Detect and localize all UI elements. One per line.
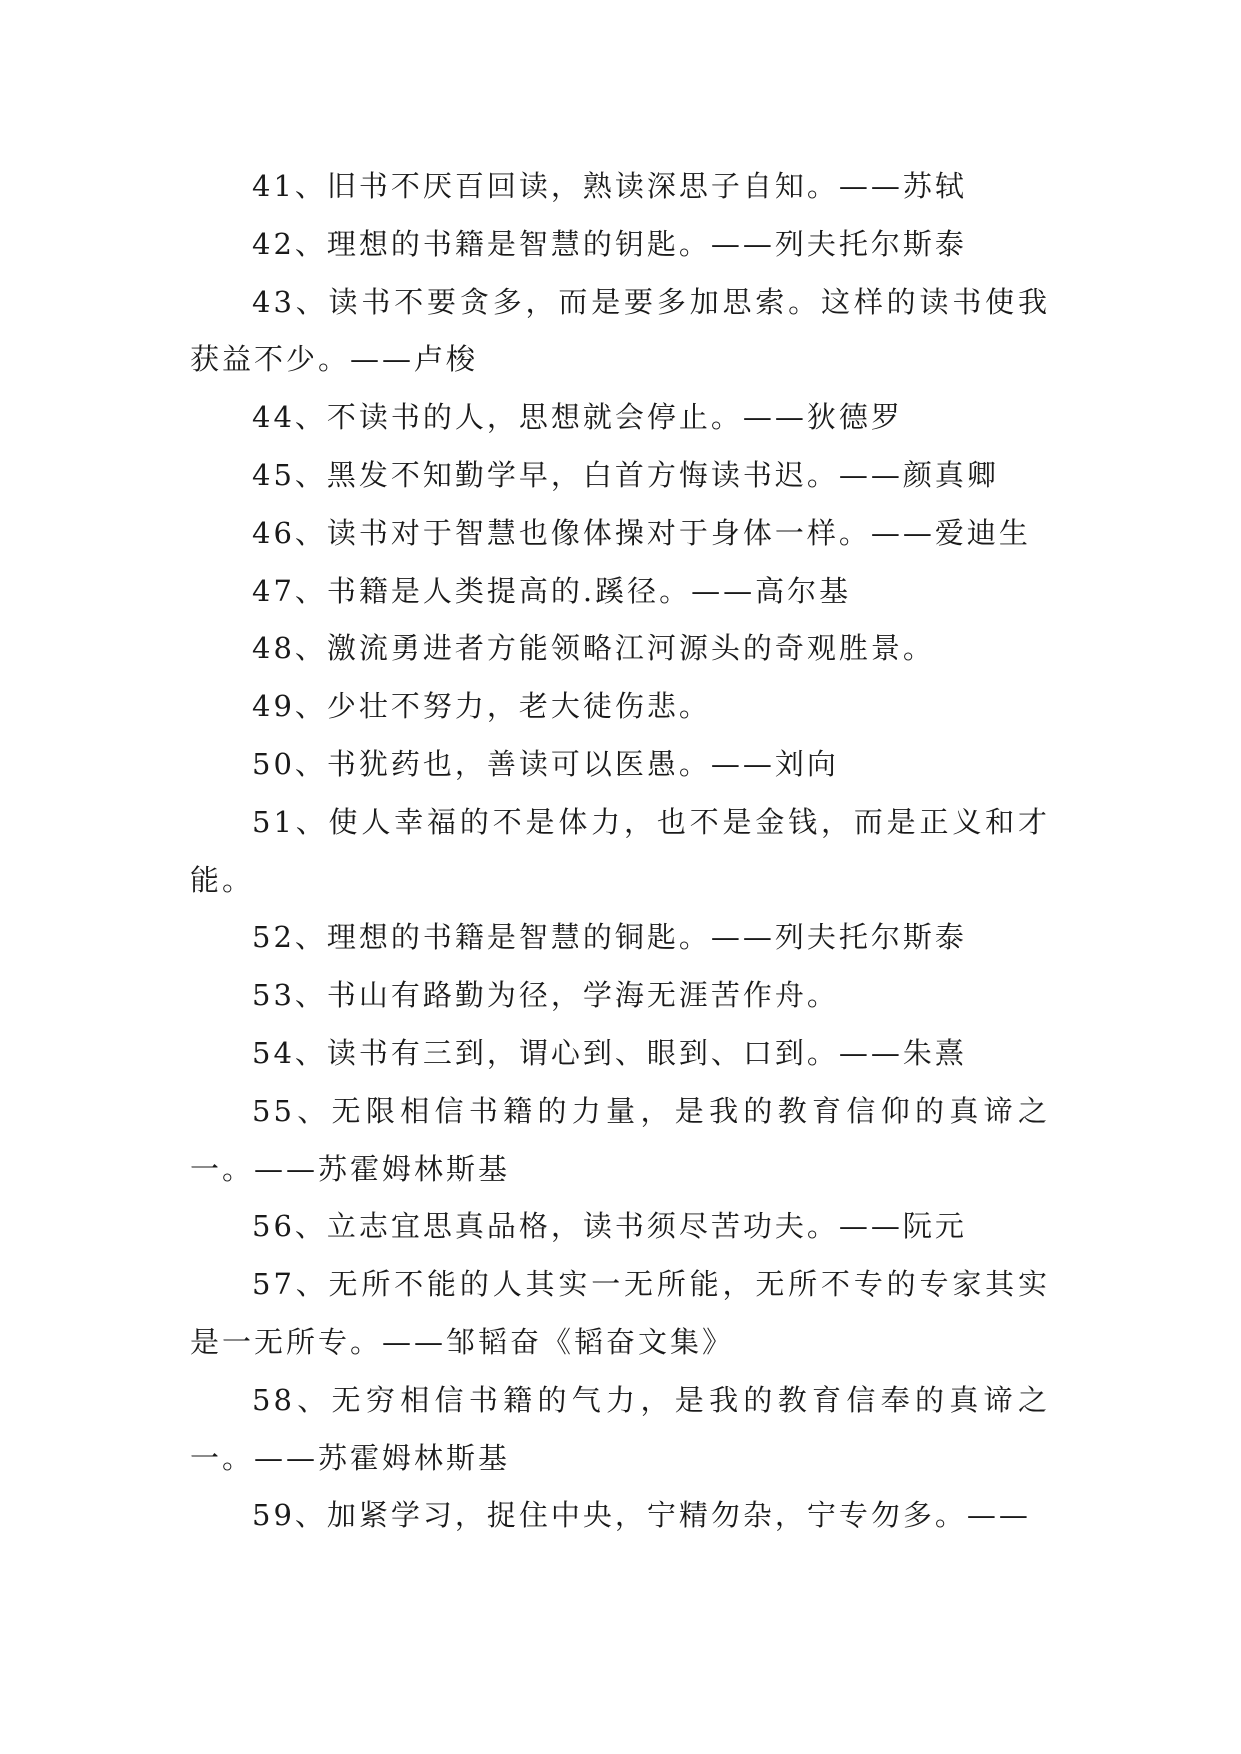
quote-paragraph: 59、加紧学习，捉住中央，宁精勿杂，宁专勿多。—— [252, 1498, 1031, 1533]
quote-paragraph: 51、使人幸福的不是体力，也不是金钱，而是正义和才能。 [190, 804, 1050, 897]
quote-paragraph: 53、书山有路勤为径，学海无涯苦作舟。 [252, 978, 839, 1013]
quote-paragraph: 57、无所不能的人其实一无所能，无所不专的专家其实是一无所专。——邹韬奋《韬奋文集》 [190, 1267, 1050, 1359]
quote-paragraph: 47、书籍是人类提高的.蹊径。——高尔基 [252, 573, 852, 608]
quote-paragraph: 50、书犹药也，善读可以医愚。——刘向 [252, 746, 839, 781]
quote-list [190, 158, 1050, 1545]
quote-paragraph: 43、读书不要贪多，而是要多加思索。这样的读书使我获益不少。——卢梭 [190, 284, 1050, 377]
quote-paragraph: 42、理想的书籍是智慧的钥匙。——列夫托尔斯泰 [252, 226, 967, 261]
quote-paragraph: 58、无穷相信书籍的气力，是我的教育信奉的真谛之一。——苏霍姆林斯基 [190, 1382, 1050, 1475]
quote-paragraph: 46、读书对于智慧也像体操对于身体一样。——爱迪生 [252, 515, 1031, 550]
quote-paragraph: 48、激流勇进者方能领略江河源头的奇观胜景。 [252, 631, 935, 666]
quote-paragraph: 44、不读书的人，思想就会停止。——狄德罗 [252, 400, 903, 435]
quote-paragraph: 56、立志宜思真品格，读书须尽苦功夫。——阮元 [252, 1209, 967, 1244]
quote-paragraph: 54、读书有三到，谓心到、眼到、口到。——朱熹 [252, 1035, 967, 1070]
quote-paragraph: 41、旧书不厌百回读，熟读深思子自知。——苏轼 [252, 169, 967, 203]
quote-paragraph: 45、黑发不知勤学早，白首方悔读书迟。——颜真卿 [252, 457, 999, 492]
quote-paragraph: 52、理想的书籍是智慧的铜匙。——列夫托尔斯泰 [252, 920, 967, 955]
quote-paragraph: 55、无限相信书籍的力量，是我的教育信仰的真谛之一。——苏霍姆林斯基 [190, 1093, 1050, 1186]
quote-paragraph: 49、少壮不努力，老大徒伤悲。 [252, 689, 711, 724]
